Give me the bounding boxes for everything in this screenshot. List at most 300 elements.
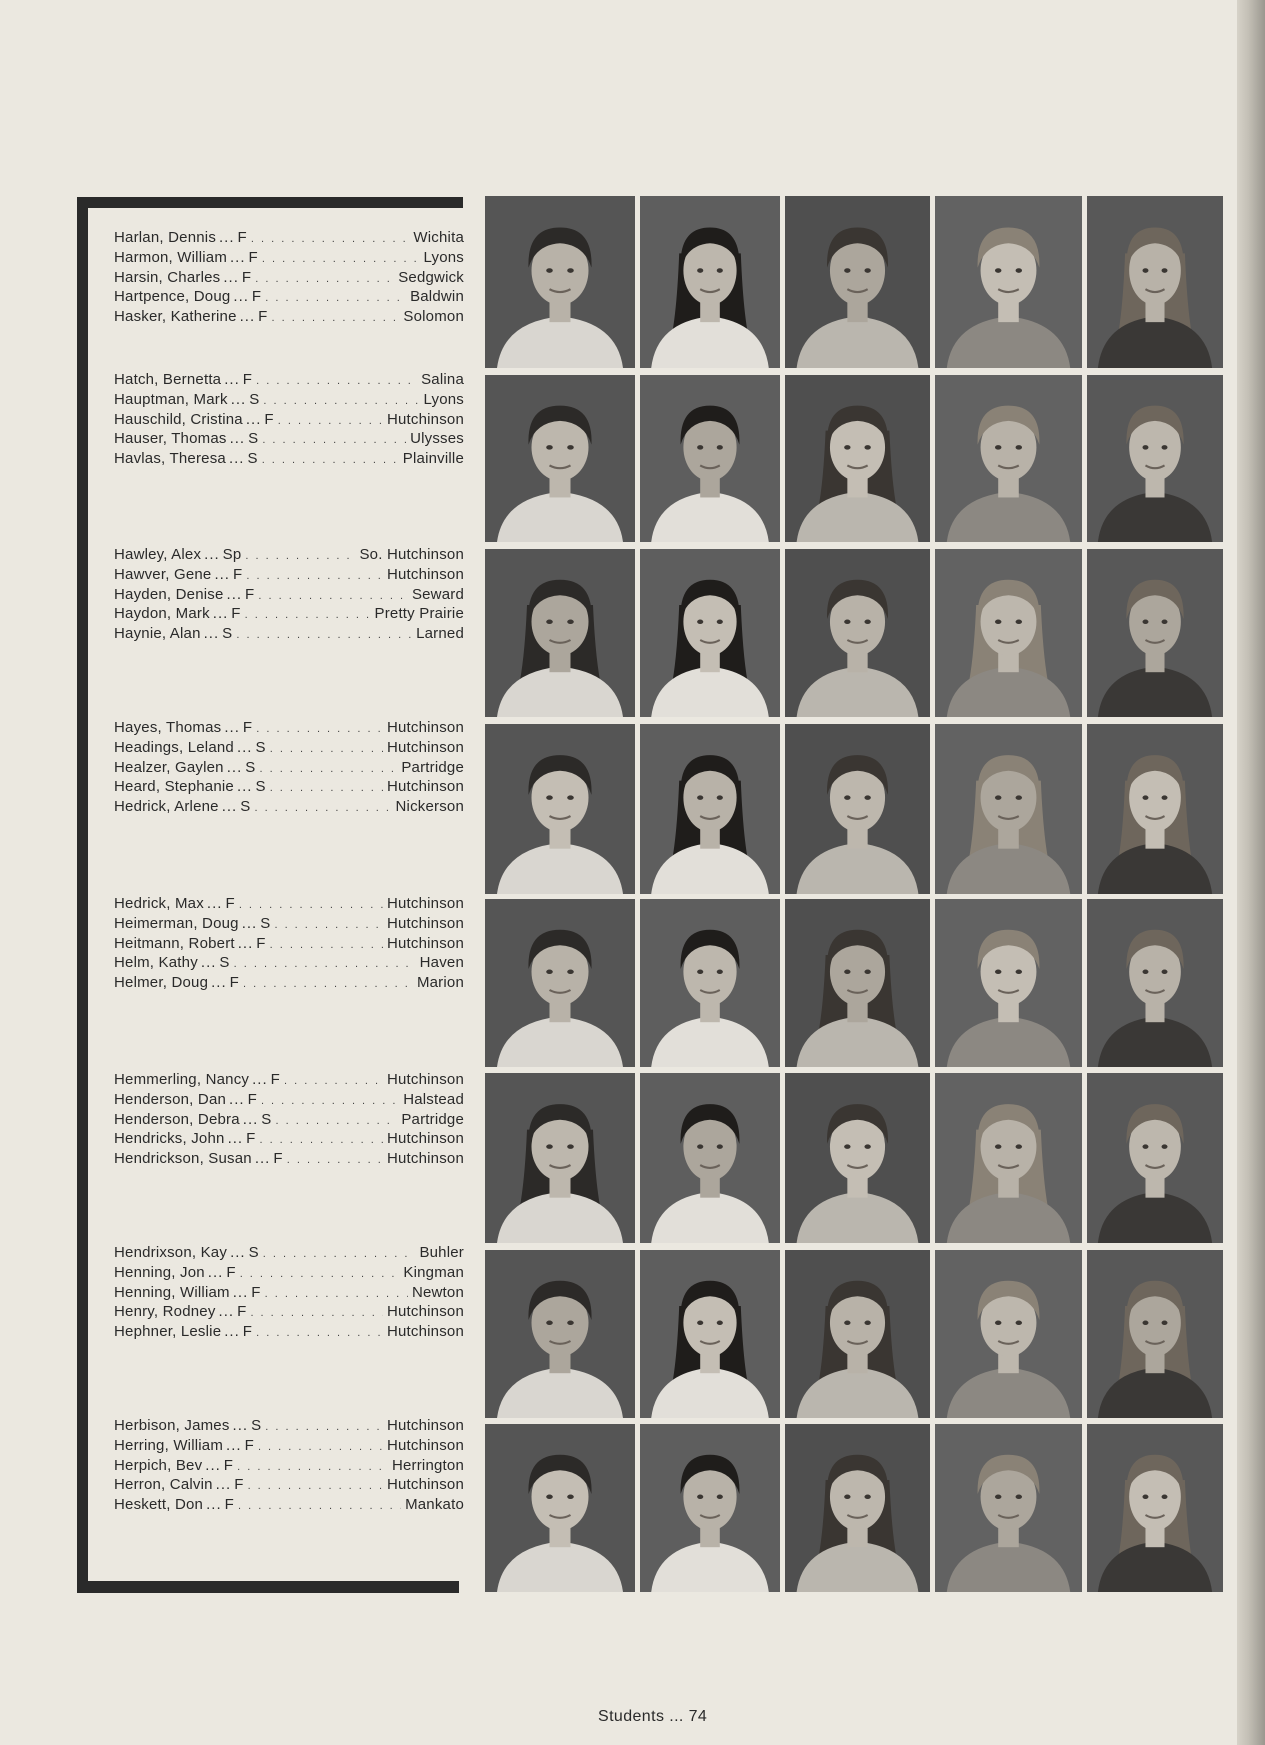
student-class: F — [223, 1456, 234, 1474]
student-hometown: Hutchinson — [386, 1417, 464, 1434]
student-entry — [114, 1130, 464, 1150]
student-class: S — [249, 390, 260, 408]
student-name: Heitmann, Robert — [114, 934, 235, 952]
student-class: S — [260, 914, 271, 932]
student-name: Henderson, Dan — [114, 1090, 227, 1108]
student-portrait — [1087, 196, 1223, 368]
page-number: 74 — [688, 1708, 708, 1725]
entry-separator: ... — [224, 1323, 240, 1341]
dot-leader — [251, 230, 410, 249]
name-section — [114, 1071, 464, 1170]
student-name: Herron, Calvin — [114, 1476, 213, 1494]
name-section — [114, 371, 464, 470]
student-name: Healzer, Gaylen — [114, 758, 224, 776]
student-name: Harmon, William — [114, 248, 228, 266]
student-hometown: Hutchinson — [386, 1476, 464, 1494]
student-name: Hendrickson, Susan — [114, 1150, 252, 1168]
dot-leader — [256, 720, 383, 739]
portrait-row — [485, 1250, 1225, 1418]
student-portrait — [640, 196, 780, 368]
student-class: F — [245, 585, 255, 603]
dot-leader — [238, 1497, 401, 1516]
portrait-row — [485, 549, 1225, 717]
student-entry — [114, 1264, 464, 1284]
student-class: F — [270, 1071, 280, 1088]
entry-separator: ... — [237, 934, 254, 952]
student-name: Hedrick, Max — [114, 895, 204, 912]
dot-leader — [236, 626, 412, 645]
student-entry — [114, 411, 464, 431]
student-entry — [114, 430, 464, 450]
student-entry — [114, 269, 464, 289]
student-name: Haynie, Alan — [114, 625, 201, 643]
student-portrait — [640, 724, 780, 894]
portrait-row — [485, 196, 1225, 368]
entry-separator: ... — [223, 268, 239, 286]
student-hometown: Halstead — [403, 1090, 464, 1108]
student-hometown: Larned — [416, 625, 464, 643]
student-name: Hendricks, John — [114, 1130, 225, 1148]
portrait-row — [485, 724, 1225, 894]
student-class: S — [248, 1244, 259, 1261]
book-gutter — [1237, 0, 1265, 1745]
dot-leader — [262, 451, 399, 470]
student-hometown: Plainville — [402, 450, 464, 468]
dot-leader — [259, 1131, 383, 1150]
student-name: Harlan, Dennis — [114, 229, 217, 246]
student-entry — [114, 1284, 464, 1304]
student-hometown: Partridge — [401, 758, 464, 776]
student-portrait — [640, 1424, 780, 1592]
student-name: Headings, Leland — [114, 738, 234, 756]
student-hometown: Hutchinson — [386, 1303, 464, 1321]
student-entry — [114, 605, 464, 625]
student-portrait — [1087, 899, 1223, 1067]
student-class: F — [225, 895, 235, 912]
student-hometown: Hutchinson — [386, 719, 464, 736]
dot-leader — [262, 250, 420, 269]
student-hometown: Hutchinson — [386, 1071, 464, 1088]
student-entry — [114, 249, 464, 269]
dot-leader — [245, 606, 371, 625]
student-hometown: Hutchinson — [386, 914, 464, 932]
student-name: Hauschild, Cristina — [114, 410, 243, 428]
student-hometown: Mankato — [405, 1496, 464, 1514]
dot-leader — [270, 779, 383, 798]
student-name: Hayden, Denise — [114, 585, 224, 603]
student-class: S — [248, 430, 259, 448]
entry-separator: ... — [230, 1244, 246, 1261]
dot-leader — [262, 431, 406, 450]
footer-separator: ... — [669, 1708, 684, 1725]
student-entry — [114, 935, 464, 955]
student-entry — [114, 719, 464, 739]
student-portrait — [640, 375, 780, 542]
dot-leader — [265, 1285, 408, 1304]
student-class: S — [219, 954, 230, 972]
entry-separator: ... — [228, 450, 245, 468]
student-entry — [114, 1476, 464, 1496]
name-section — [114, 229, 464, 328]
student-name: Haydon, Mark — [114, 605, 210, 623]
student-entry — [114, 1071, 464, 1091]
student-entry — [114, 739, 464, 759]
entry-separator: ... — [206, 1496, 222, 1514]
student-portrait — [485, 375, 635, 542]
entry-separator: ... — [232, 1283, 249, 1301]
entry-separator: ... — [229, 430, 246, 448]
student-class: S — [255, 778, 266, 796]
student-portrait — [935, 549, 1082, 717]
student-portrait — [1087, 1250, 1223, 1418]
portrait-row — [485, 1073, 1225, 1243]
student-name: Herring, William — [114, 1436, 224, 1454]
entry-separator: ... — [215, 1476, 232, 1494]
entry-separator: ... — [252, 1071, 268, 1088]
student-hometown: Hutchinson — [386, 410, 464, 428]
dot-leader — [274, 916, 383, 935]
student-class: F — [251, 1283, 261, 1301]
student-hometown: Solomon — [403, 308, 464, 326]
student-name: Henry, Rodney — [114, 1303, 216, 1321]
dot-leader — [258, 587, 408, 606]
student-portrait — [485, 724, 635, 894]
student-entry — [114, 625, 464, 645]
dot-leader — [276, 1112, 398, 1131]
student-hometown: Ulysses — [410, 430, 464, 448]
dot-leader — [234, 955, 416, 974]
student-portrait — [785, 1250, 930, 1418]
entry-separator: ... — [204, 546, 220, 563]
student-hometown: Hutchinson — [386, 1150, 464, 1168]
dot-leader — [237, 1458, 388, 1477]
student-name: Hendrixson, Kay — [114, 1244, 228, 1261]
student-entry — [114, 1091, 464, 1111]
student-portrait — [485, 549, 635, 717]
student-portrait — [785, 899, 930, 1067]
name-section — [114, 895, 464, 994]
student-entry — [114, 371, 464, 391]
dot-leader — [258, 1438, 383, 1457]
dot-leader — [270, 936, 383, 955]
student-class: S — [261, 1110, 272, 1128]
student-name: Heimerman, Doug — [114, 914, 239, 932]
student-portrait — [640, 899, 780, 1067]
student-portrait — [785, 1073, 930, 1243]
student-hometown: Seward — [411, 585, 464, 603]
student-entry — [114, 450, 464, 470]
student-entry — [114, 1437, 464, 1457]
student-hometown: Haven — [419, 954, 464, 972]
entry-separator: ... — [227, 1130, 244, 1148]
entry-separator: ... — [239, 308, 256, 326]
entry-separator: ... — [226, 1436, 242, 1454]
student-name: Henning, William — [114, 1283, 230, 1301]
entry-separator: ... — [200, 954, 217, 972]
student-name: Hatch, Bernetta — [114, 371, 222, 388]
student-class: F — [256, 934, 266, 952]
entry-separator: ... — [224, 719, 240, 736]
entry-separator: ... — [236, 738, 253, 756]
student-entry — [114, 1150, 464, 1170]
student-class: F — [242, 371, 253, 388]
student-class: F — [258, 308, 268, 326]
student-hometown: Kingman — [403, 1263, 464, 1281]
student-class: F — [237, 229, 247, 246]
student-class: F — [264, 410, 274, 428]
dot-leader — [259, 760, 397, 779]
student-entry — [114, 546, 464, 566]
entry-separator: ... — [232, 1417, 249, 1434]
student-class: S — [247, 450, 258, 468]
student-class: F — [229, 974, 239, 992]
entry-separator: ... — [207, 1263, 224, 1281]
student-class: F — [234, 1476, 244, 1494]
dot-leader — [263, 392, 419, 411]
student-class: F — [273, 1150, 283, 1168]
entry-separator: ... — [203, 625, 220, 643]
student-hometown: Marion — [416, 974, 464, 992]
student-class: F — [226, 1263, 236, 1281]
dot-leader — [263, 1245, 416, 1264]
student-hometown: Baldwin — [410, 288, 464, 306]
entry-separator: ... — [206, 895, 223, 912]
student-hometown: Hutchinson — [386, 738, 464, 756]
student-entry — [114, 1303, 464, 1323]
entry-separator: ... — [254, 1150, 271, 1168]
student-portrait — [1087, 1424, 1223, 1592]
student-name: Hemmerling, Nancy — [114, 1071, 250, 1088]
entry-separator: ... — [205, 1456, 221, 1474]
frame-left-bar — [77, 197, 88, 1593]
dot-leader — [256, 1324, 383, 1343]
dot-leader — [256, 372, 417, 391]
student-portrait — [785, 196, 930, 368]
student-entry — [114, 1111, 464, 1131]
entry-separator: ... — [224, 371, 240, 388]
student-class: Sp — [222, 546, 242, 563]
student-entry — [114, 778, 464, 798]
student-portrait — [485, 1073, 635, 1243]
entry-separator: ... — [230, 390, 247, 408]
student-name: Havlas, Theresa — [114, 450, 226, 468]
student-entry — [114, 915, 464, 935]
entry-separator: ... — [212, 605, 229, 623]
dot-leader — [287, 1151, 383, 1170]
student-name: Hauptman, Mark — [114, 390, 228, 408]
entry-separator: ... — [219, 229, 235, 246]
student-hometown: Hutchinson — [386, 895, 464, 912]
student-hometown: Wichita — [413, 229, 464, 246]
student-hometown: Sedgwick — [398, 268, 464, 286]
portrait-grid — [485, 196, 1225, 1594]
dot-leader — [239, 896, 383, 915]
student-hometown: Hutchinson — [386, 778, 464, 796]
student-class: F — [237, 1303, 247, 1321]
student-entry — [114, 974, 464, 994]
student-entry — [114, 308, 464, 328]
student-class: F — [242, 719, 253, 736]
entry-separator: ... — [211, 974, 227, 992]
student-portrait — [485, 899, 635, 1067]
student-name: Henning, Jon — [114, 1263, 205, 1281]
student-portrait — [785, 724, 930, 894]
student-portrait — [1087, 724, 1223, 894]
student-class: F — [251, 288, 262, 306]
student-portrait — [485, 1250, 635, 1418]
student-hometown: Newton — [411, 1283, 464, 1301]
student-portrait — [935, 724, 1082, 894]
student-portrait — [935, 1250, 1082, 1418]
student-hometown: Lyons — [423, 390, 464, 408]
student-name: Helm, Kathy — [114, 954, 198, 972]
student-name: Helmer, Doug — [114, 974, 209, 992]
student-class: F — [232, 565, 243, 583]
dot-leader — [245, 547, 355, 566]
student-portrait — [785, 549, 930, 717]
student-hometown: Hutchinson — [386, 565, 464, 583]
student-name: Harsin, Charles — [114, 268, 221, 286]
name-section — [114, 719, 464, 818]
student-hometown: Hutchinson — [386, 934, 464, 952]
dot-leader — [248, 1477, 383, 1496]
dot-leader — [265, 289, 406, 308]
student-hometown: Salina — [421, 371, 464, 388]
student-name: Hawley, Alex — [114, 546, 202, 563]
frame-bottom-bar — [77, 1581, 459, 1593]
student-entry — [114, 391, 464, 411]
student-portrait — [935, 196, 1082, 368]
student-entry — [114, 586, 464, 606]
student-portrait — [935, 375, 1082, 542]
student-name: Herpich, Bev — [114, 1456, 203, 1474]
student-name: Hephner, Leslie — [114, 1323, 222, 1341]
dot-leader — [246, 567, 383, 586]
student-entry — [114, 1496, 464, 1516]
dot-leader — [278, 412, 383, 431]
student-class: F — [248, 248, 258, 266]
student-name: Hedrick, Arlene — [114, 798, 219, 816]
student-portrait — [1087, 1073, 1223, 1243]
entry-separator: ... — [242, 1110, 259, 1128]
portrait-row — [485, 375, 1225, 542]
student-portrait — [935, 1073, 1082, 1243]
student-entry — [114, 759, 464, 779]
student-class: F — [246, 1130, 256, 1148]
student-name: Herbison, James — [114, 1417, 230, 1434]
student-hometown: Buhler — [419, 1244, 464, 1261]
dot-leader — [284, 1072, 383, 1091]
dot-leader — [265, 1418, 383, 1437]
student-class: S — [251, 1417, 262, 1434]
name-section — [114, 1244, 464, 1343]
student-name: Heskett, Don — [114, 1496, 204, 1514]
student-entry — [114, 566, 464, 586]
student-class: S — [222, 625, 233, 643]
entry-separator: ... — [236, 778, 253, 796]
student-class: S — [255, 738, 266, 756]
student-entry — [114, 1323, 464, 1343]
student-entry — [114, 229, 464, 249]
portrait-row — [485, 899, 1225, 1067]
student-portrait — [1087, 375, 1223, 542]
student-name: Hauser, Thomas — [114, 430, 227, 448]
student-class: F — [224, 1496, 234, 1514]
student-entry — [114, 1244, 464, 1264]
student-portrait — [485, 1424, 635, 1592]
entry-separator: ... — [241, 914, 258, 932]
student-portrait — [640, 549, 780, 717]
student-portrait — [935, 1424, 1082, 1592]
student-portrait — [640, 1073, 780, 1243]
student-hometown: So. Hutchinson — [359, 546, 464, 563]
student-class: S — [240, 798, 251, 816]
dot-leader — [250, 1304, 383, 1323]
student-name: Hawver, Gene — [114, 565, 212, 583]
student-class: S — [245, 758, 256, 776]
dot-leader — [270, 740, 383, 759]
frame-top-bar — [80, 197, 463, 208]
page-footer — [598, 1708, 707, 1726]
dot-leader — [255, 270, 394, 289]
student-hometown: Herrington — [391, 1456, 464, 1474]
entry-separator: ... — [226, 585, 243, 603]
student-portrait — [935, 899, 1082, 1067]
student-hometown: Hutchinson — [386, 1130, 464, 1148]
dot-leader — [243, 975, 413, 994]
student-entry — [114, 954, 464, 974]
name-section — [114, 1417, 464, 1516]
student-entry — [114, 1417, 464, 1437]
name-section — [114, 546, 464, 645]
student-name: Hartpence, Doug — [114, 288, 231, 306]
student-class: F — [231, 605, 241, 623]
footer-section: Students — [598, 1708, 665, 1725]
student-entry — [114, 895, 464, 915]
student-portrait — [1087, 549, 1223, 717]
student-class: F — [242, 1323, 253, 1341]
student-name: Hayes, Thomas — [114, 719, 222, 736]
student-name: Henderson, Debra — [114, 1110, 240, 1128]
dot-leader — [261, 1092, 399, 1111]
student-name: Heard, Stephanie — [114, 778, 234, 796]
student-entry — [114, 798, 464, 818]
entry-separator: ... — [245, 410, 262, 428]
student-portrait — [640, 1250, 780, 1418]
student-hometown: Partridge — [401, 1110, 464, 1128]
entry-separator: ... — [218, 1303, 235, 1321]
student-class: F — [247, 1090, 257, 1108]
entry-separator: ... — [230, 248, 246, 266]
student-entry — [114, 288, 464, 308]
student-hometown: Nickerson — [395, 798, 464, 816]
student-class: F — [241, 268, 252, 286]
entry-separator: ... — [229, 1090, 245, 1108]
entry-separator: ... — [226, 758, 243, 776]
dot-leader — [240, 1265, 400, 1284]
student-hometown: Pretty Prairie — [374, 605, 464, 623]
student-portrait — [785, 1424, 930, 1592]
entry-separator: ... — [233, 288, 249, 306]
dot-leader — [254, 799, 391, 818]
portrait-row — [485, 1424, 1225, 1592]
entry-separator: ... — [214, 565, 230, 583]
student-hometown: Hutchinson — [386, 1436, 464, 1454]
student-class: F — [244, 1436, 254, 1454]
student-portrait — [785, 375, 930, 542]
student-portrait — [485, 196, 635, 368]
entry-separator: ... — [221, 798, 238, 816]
